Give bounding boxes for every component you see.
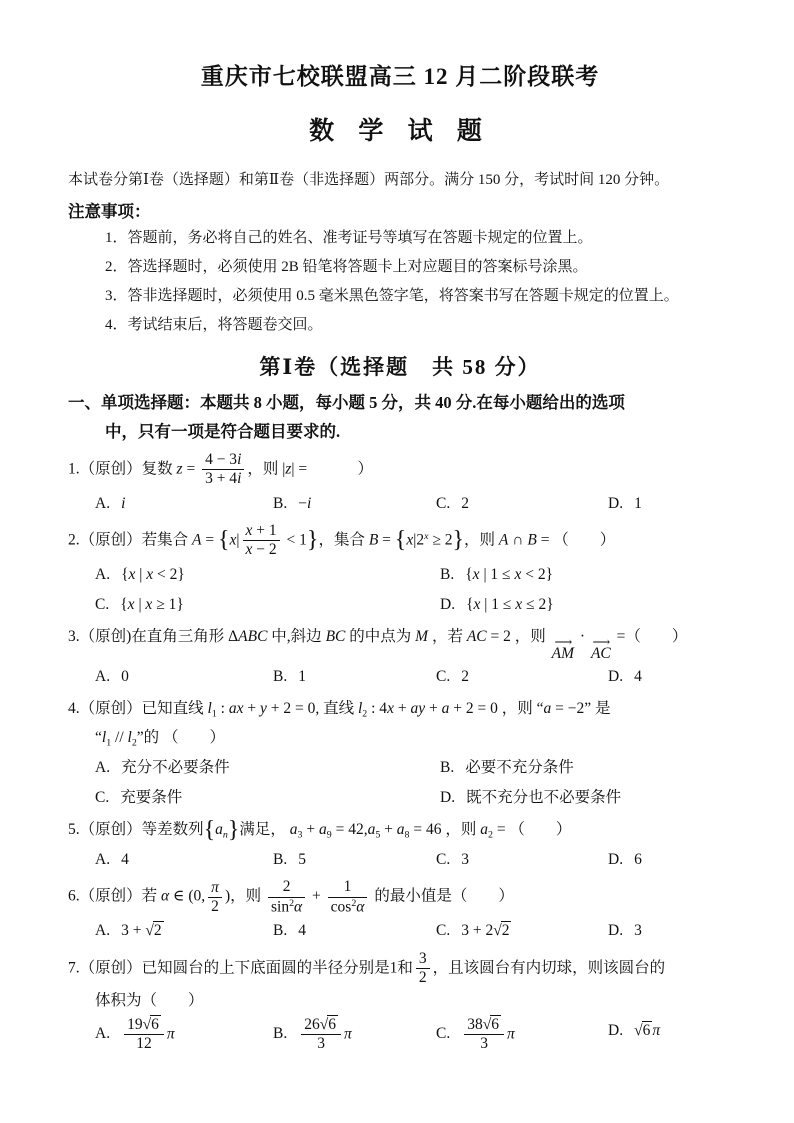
sqrt-radicand: 6 xyxy=(642,1021,651,1039)
math-var: α xyxy=(356,898,365,915)
fraction-numerator: x + 1 xyxy=(245,521,277,539)
math-superscript: 2 xyxy=(351,897,357,909)
math-var: x xyxy=(515,595,523,613)
fraction-numerator: 4 − 3i xyxy=(205,451,242,469)
notice-item: 2．答选择题时，必须使用 2B 铅笔将答题卡上对应题目的答案标号涂黑。 xyxy=(105,259,588,276)
math-var: i xyxy=(121,494,126,512)
math-var: x xyxy=(245,541,253,559)
part1-heading xyxy=(68,389,732,447)
option-label: A. xyxy=(95,851,111,869)
math-var: z xyxy=(176,460,183,478)
option: D. {x | 1 ≤ x ≤ 2} xyxy=(440,595,554,613)
fraction-numerator xyxy=(208,879,222,897)
sqrt-sign: √ xyxy=(482,1015,491,1033)
options-row xyxy=(68,1016,732,1054)
exam-intro: 本试卷分第Ⅰ卷（选择题）和第Ⅱ卷（非选择题）两部分。满分 150 分，考试时间 120 分钟。 xyxy=(68,172,670,188)
sqrt-sign: √ xyxy=(493,922,501,940)
option: D. 既不充分也不必要条件 xyxy=(440,789,622,807)
options-row xyxy=(68,560,732,620)
part1-heading-line1: 一、单项选择题：本题共 8 小题，每小题 5 分，共 40 分.在每小题给出的选项 xyxy=(68,393,625,413)
math-var: BC xyxy=(325,627,346,645)
question-stem-line: 7.（原创）已知圆台的上下底面圆的半径分别是1和 $\frac{3}{2}$ ，且该圆台有内切球，则该圆台的 xyxy=(68,949,666,986)
question xyxy=(68,451,732,519)
math-var: π xyxy=(652,1021,661,1039)
math-fraction xyxy=(301,1016,341,1054)
math-var: l xyxy=(127,728,132,746)
math-superscript: 2 xyxy=(289,897,295,909)
option-label: B. xyxy=(273,667,288,685)
math-var: x xyxy=(146,565,154,583)
fraction-numerator: 19√6 xyxy=(127,1015,159,1033)
vector-base: AC xyxy=(590,645,611,663)
option-label: D. xyxy=(608,667,624,685)
math-big-brace: } xyxy=(452,527,465,554)
math-subscript: 2 xyxy=(362,708,368,720)
option-label: A. xyxy=(95,922,111,940)
math-var: π xyxy=(211,878,219,896)
fraction-denominator: $\sin^2\alpha$ xyxy=(268,897,305,917)
sqrt-sign: √ xyxy=(142,1015,151,1033)
option: A. 充分不必要条件 xyxy=(95,758,230,776)
fraction-numerator: 1 xyxy=(343,878,352,896)
question-stem-line: 1.（原创）复数 z = $\frac{4 - 3i}{3 + 4i}$ ，则 |z| = ） xyxy=(68,451,374,488)
math-var: π xyxy=(343,1025,352,1043)
option-label: B. xyxy=(440,758,455,776)
math-fraction xyxy=(416,950,430,988)
option: A. {x | x < 2} xyxy=(95,565,185,583)
vector-arrow-icon: ⟶ xyxy=(592,635,610,650)
math-vector xyxy=(551,635,575,663)
math-var: B xyxy=(527,531,537,549)
question-stem-line: 3.（原创)在直角三角形 ΔABC 中,斜边 BC 的中点为 M ，若 AC = 2 ，则 ⟶ AM · ⟶ AC =（ ） xyxy=(68,627,688,663)
question-stem-line: 2.（原创）若集合 A = {x| $\frac{x + 1}{x - 2}$ < 1}，集合 $B = \{x|2^x \ge 2\}$，则 A ∩ B = （ ） xyxy=(68,521,616,559)
option-label: D. xyxy=(608,851,624,869)
math-var: x xyxy=(472,565,480,583)
math-fraction xyxy=(202,451,244,489)
fraction-denominator: 3 xyxy=(301,1034,341,1053)
question xyxy=(68,695,732,813)
math-var: AC xyxy=(466,627,487,645)
math-var: a xyxy=(543,700,552,718)
math-subscript: 1 xyxy=(106,737,112,749)
question xyxy=(68,623,732,692)
math-var: x xyxy=(514,565,522,583)
math-var: i xyxy=(306,494,312,512)
option: D. 6 xyxy=(608,851,642,869)
notice-list xyxy=(68,224,732,339)
math-var: a xyxy=(289,821,298,839)
options-row xyxy=(68,845,732,875)
option: B. 4 xyxy=(273,922,306,940)
math-sqrt xyxy=(145,921,163,939)
options-row xyxy=(68,662,732,692)
question xyxy=(68,816,732,875)
option: D. 1 xyxy=(608,494,642,512)
option: C. 3 xyxy=(436,851,469,869)
exam-subtitle: 数 学 试 题 xyxy=(309,118,491,145)
math-var: A xyxy=(498,531,509,549)
option-label: C. xyxy=(436,922,451,940)
sqrt-radicand: 2 xyxy=(153,922,162,940)
fraction-denominator: 2 xyxy=(208,897,222,916)
sqrt-sign: √ xyxy=(145,922,153,940)
math-fraction xyxy=(464,1016,504,1054)
option: B. 必要不充分条件 xyxy=(440,758,574,776)
math-var: α xyxy=(161,887,170,905)
math-subscript: 2 xyxy=(131,737,137,749)
sqrt-radicand: 2 xyxy=(501,922,510,940)
math-var: i xyxy=(237,470,242,488)
math-sqrt xyxy=(320,1015,338,1033)
math-var: l xyxy=(207,700,212,718)
option-label: D. xyxy=(608,1021,624,1039)
math-big-brace: { xyxy=(217,527,230,554)
math-subscript: 1 xyxy=(211,708,217,720)
math-var: x xyxy=(473,595,481,613)
math-vector xyxy=(590,635,611,663)
option: B. 5 xyxy=(273,851,306,869)
option: A. 4 xyxy=(95,851,129,869)
question xyxy=(68,522,732,620)
math-var: i xyxy=(237,451,242,469)
fraction-numerator: 2 xyxy=(282,878,291,896)
option: B. −i xyxy=(273,494,312,512)
section1-title: 第Ⅰ卷（选择题 共 58 分） xyxy=(259,355,541,380)
option-label: C. xyxy=(436,1025,451,1043)
math-big-brace: { xyxy=(394,527,407,554)
math-subscript: n xyxy=(222,829,228,841)
options-row xyxy=(68,489,732,519)
math-var: a xyxy=(319,821,327,839)
vector-base: AM xyxy=(551,645,575,663)
math-subscript: 3 xyxy=(297,829,303,841)
option-label: C. xyxy=(95,789,110,807)
math-fraction xyxy=(124,1016,164,1054)
math-fraction xyxy=(268,878,305,916)
option-label: A. xyxy=(95,1025,111,1043)
option xyxy=(95,1016,273,1054)
question-stem-line: 体积为（ ） xyxy=(95,992,204,1010)
fraction-denominator: 3 + 4i xyxy=(202,469,244,488)
vector-arrow-icon: ⟶ xyxy=(554,635,572,650)
option-label: B. xyxy=(440,565,455,583)
option-label: D. xyxy=(608,922,624,940)
fraction-denominator: x − 2 xyxy=(243,540,280,559)
option-label: B. xyxy=(273,1025,288,1043)
sqrt-radicand: 6 xyxy=(328,1015,336,1033)
fraction-denominator: 3 xyxy=(464,1034,504,1053)
math-var: a xyxy=(441,700,450,718)
option: C. {x | x ≥ 1} xyxy=(95,595,184,613)
option-label: C. xyxy=(436,667,451,685)
math-var: x xyxy=(245,521,253,539)
math-superscript: x xyxy=(424,530,429,542)
exam-title: 重庆市七校联盟高三 12 月二阶段联考 xyxy=(200,64,600,89)
math-var: a xyxy=(367,821,376,839)
sqrt-radicand: 6 xyxy=(151,1015,159,1033)
option: A. 0 xyxy=(95,667,129,685)
option-label: A. xyxy=(95,667,111,685)
math-sqrt xyxy=(143,1015,161,1033)
option-label: D. xyxy=(440,595,456,613)
math-var: x xyxy=(387,700,394,718)
math-fraction xyxy=(208,879,222,917)
math-var: ay xyxy=(410,700,426,718)
option-label: A. xyxy=(95,758,111,776)
options-row xyxy=(68,916,732,946)
math-var: l xyxy=(357,700,363,718)
option-label: B. xyxy=(273,922,288,940)
math-var: l xyxy=(101,728,107,746)
math-var: B xyxy=(368,531,379,549)
fraction-numerator: 26√6 xyxy=(304,1015,336,1033)
math-var: x xyxy=(128,565,136,583)
math-var: x xyxy=(406,531,414,549)
option: D. 4 xyxy=(608,667,642,685)
math-sqrt xyxy=(634,1021,652,1039)
fraction-numerator: 38√6 xyxy=(467,1015,499,1033)
option: C. 3 + 2√2 xyxy=(436,922,510,940)
option-label: A. xyxy=(95,565,111,583)
notice-item: 1．答题前，务必将自己的姓名、准考证号等填写在答题卡规定的位置上。 xyxy=(105,230,593,247)
option xyxy=(436,1016,608,1054)
question-stem-line: 4.（原创）已知直线 $l_1$ : ax + y + 2 = 0, 直线 $l_2$ : 4x + ay + a + 2 = 0 ，则 “a = −2” 是 xyxy=(68,700,611,720)
math-var: π xyxy=(506,1025,515,1043)
options-row xyxy=(68,753,732,813)
math-big-brace: } xyxy=(227,817,240,844)
fraction-numerator: 3 xyxy=(418,949,427,967)
option-label: B. xyxy=(273,851,288,869)
option: B. 1 xyxy=(273,667,306,685)
notice-item: 4．考试结束后，将答题卷交回。 xyxy=(105,316,323,333)
math-var: α xyxy=(294,898,303,915)
option xyxy=(273,1016,436,1054)
question xyxy=(68,878,732,946)
option: A. 3 + √2 xyxy=(95,922,162,940)
math-var: a xyxy=(215,821,223,839)
option: D. 3 xyxy=(608,922,642,940)
notice-item: 3．答非选择题时，必须使用 0.5 毫米黑色签字笔，将答案书写在答题卡规定的位置上。 xyxy=(105,287,679,304)
math-sqrt xyxy=(483,1015,501,1033)
option: C. 2 xyxy=(436,494,469,512)
math-var: π xyxy=(166,1025,175,1043)
questions xyxy=(68,451,732,1053)
math-big-brace: { xyxy=(203,817,216,844)
option-label: B. xyxy=(273,494,288,512)
fraction-denominator: 12 xyxy=(124,1034,164,1053)
math-subscript: 5 xyxy=(375,829,381,841)
sqrt-sign: √ xyxy=(319,1015,328,1033)
option: C. 充要条件 xyxy=(95,789,183,807)
math-var: x xyxy=(145,595,153,613)
math-var: ax xyxy=(228,700,244,718)
option: C. 2 xyxy=(436,667,469,685)
option-label: A. xyxy=(95,494,111,512)
option-label: C. xyxy=(436,494,451,512)
math-var: z xyxy=(285,460,292,478)
math-sqrt xyxy=(493,921,511,939)
math-var: ABC xyxy=(238,627,268,645)
question-stem-line: 5.（原创）等差数列$\{a_n\}$满足， $a_3 + a_9 = 42,a_5 + a_8 = 46$ ，则 $a_2$ = （ ） xyxy=(68,817,572,844)
sqrt-radicand: 6 xyxy=(491,1015,499,1033)
option-label: C. xyxy=(95,595,110,613)
math-var: x xyxy=(229,531,237,549)
math-big-brace: } xyxy=(306,527,319,554)
sqrt-sign: √ xyxy=(634,1021,642,1039)
part1-heading-line2: 中，只有一项是符合题目要求的. xyxy=(105,422,341,442)
math-fraction xyxy=(328,878,368,916)
math-subscript: 9 xyxy=(326,829,332,841)
option-label: D. xyxy=(440,789,456,807)
fraction-denominator: $\cos^2\alpha$ xyxy=(328,897,368,917)
option-label: C. xyxy=(436,851,451,869)
math-var: M xyxy=(415,627,429,645)
math-subscript: 2 xyxy=(487,829,493,841)
option xyxy=(608,1016,732,1054)
option-label: D. xyxy=(608,494,624,512)
question-stem-line: 6.（原创）若 α ∈ (0, $\frac{\pi}{2}$ )，则 $\frac{2}{\sin^2\alpha}$ + $\frac{1}{\cos^2\alpha}$ 的最小值是（ ） xyxy=(68,878,514,915)
math-var: x xyxy=(127,595,135,613)
option xyxy=(95,489,273,519)
math-fraction xyxy=(243,522,280,560)
math-var: a xyxy=(480,821,488,839)
question xyxy=(68,950,732,1054)
notice-heading: 注意事项： xyxy=(68,202,151,222)
math-var: a xyxy=(396,821,405,839)
question-stem-line: “$l_1 // l_2$”的 （ ） xyxy=(95,728,226,749)
math-var: A xyxy=(192,531,202,549)
math-var: y xyxy=(259,700,267,718)
fraction-denominator: 2 xyxy=(416,968,430,987)
math-subscript: 8 xyxy=(404,829,410,841)
option: B. {x | 1 ≤ x < 2} xyxy=(440,565,554,583)
